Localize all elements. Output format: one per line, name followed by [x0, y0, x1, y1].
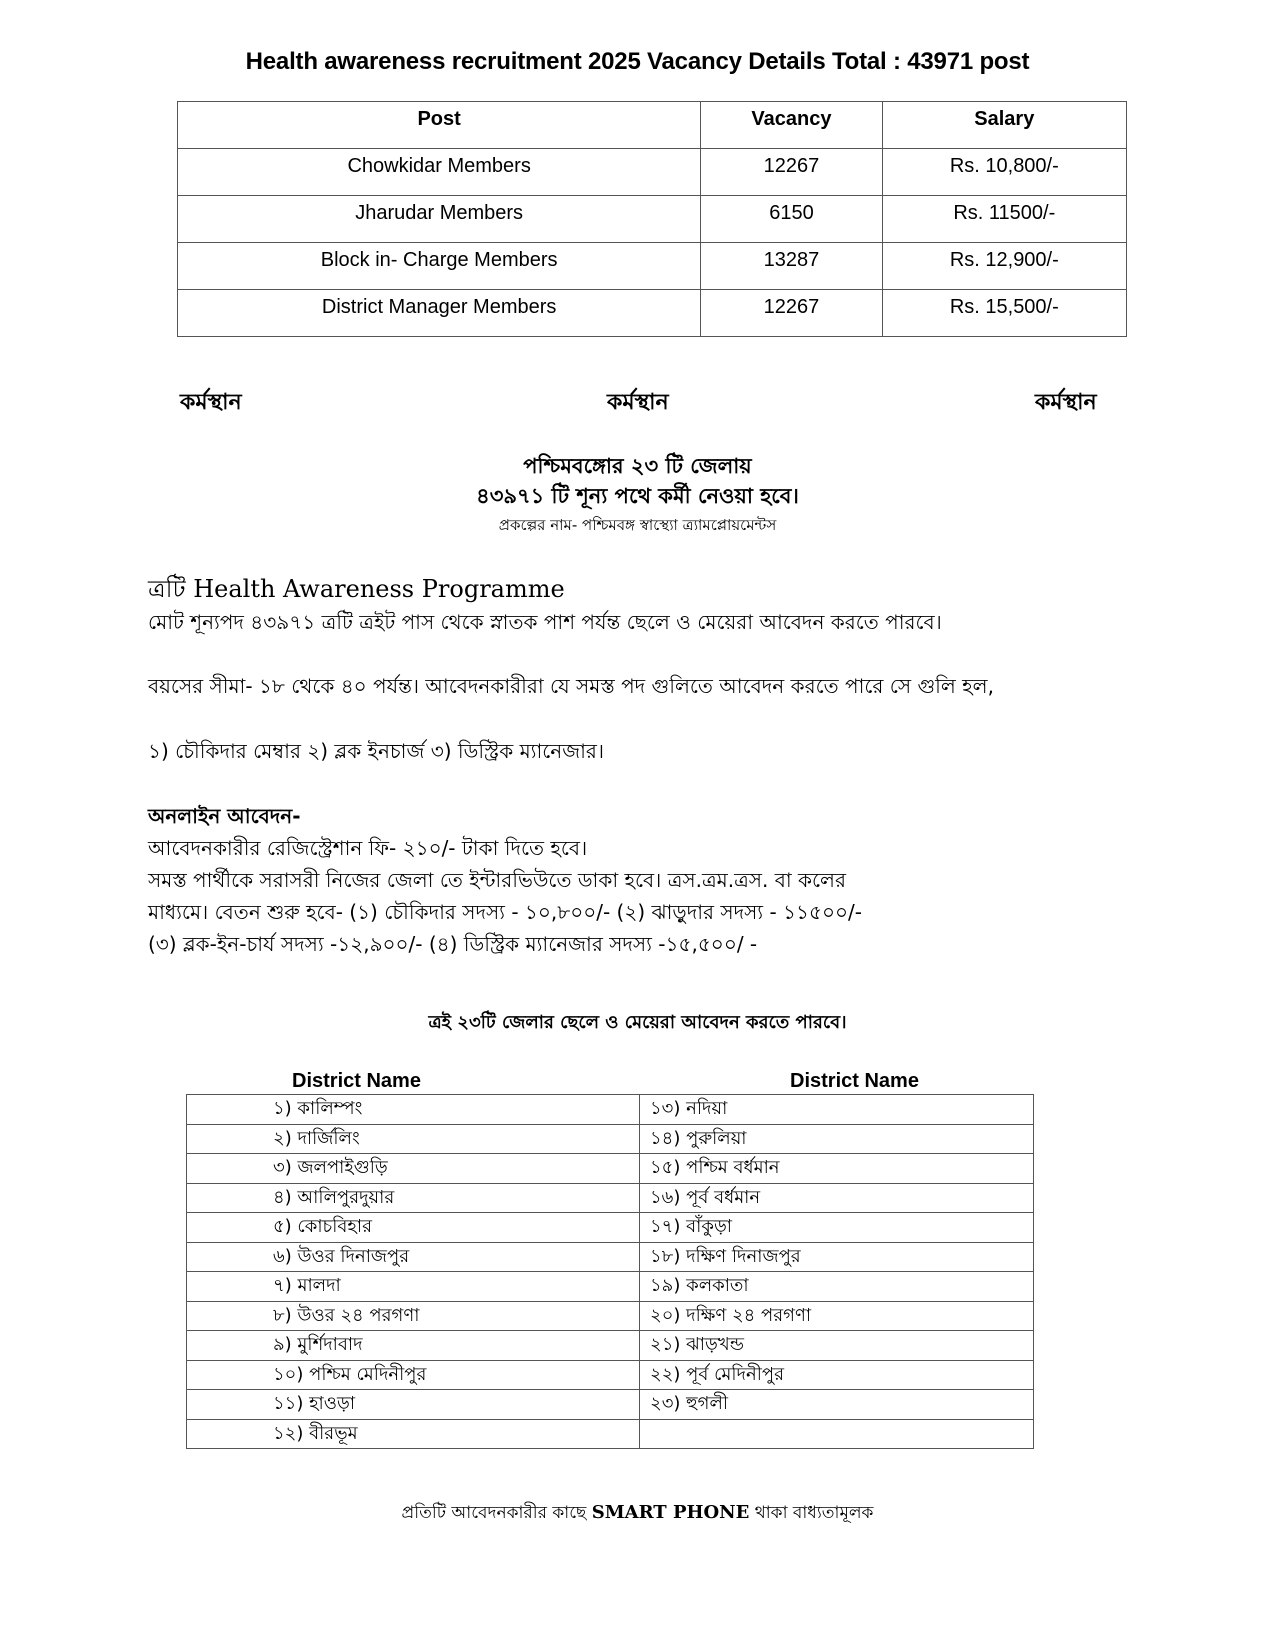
- registration-fee: আবেদনকারীর রেজিস্ট্রেশান ফি- ২১০/- টাকা দিতে হবে।: [148, 836, 588, 860]
- interview-salary-paragraph: [148, 864, 1148, 960]
- district-cell: ৭) মালদা: [187, 1272, 640, 1302]
- district-cell: ২২) পূর্ব মেদিনীপুর: [640, 1360, 1034, 1390]
- header-salary: Salary: [882, 102, 1126, 149]
- post-cell: Jharudar Members: [178, 196, 701, 243]
- workplace-labels: [0, 385, 1275, 425]
- table-row: [187, 1124, 1034, 1154]
- table-row: [178, 196, 1127, 243]
- footer-text-before: প্রতিটি আবেদনকারীর কাছে: [401, 1503, 592, 1523]
- workplace-label: কর্মস্থান: [1035, 390, 1097, 415]
- total-vacancy-paragraph: মোট শূন্যপদ ৪৩৯৭১ ত্রটি ত্রইট পাস থেকে স্নাতক পাশ পর্যন্ত ছেলে ও মেয়েরা আবেদন করতে পারবে।: [148, 610, 942, 634]
- district-cell: ১৫) পশ্চিম বর্ধমান: [640, 1154, 1034, 1184]
- district-cell: ১৬) পূর্ব বর্ধমান: [640, 1183, 1034, 1213]
- salary-cell: Rs. 11500/-: [882, 196, 1126, 243]
- online-application-heading: অনলাইন আবেদন-: [148, 804, 301, 828]
- district-cell: ৪) আলিপুরদুয়ার: [187, 1183, 640, 1213]
- district-cell: ১৯) কলকাতা: [640, 1272, 1034, 1302]
- table-row: [178, 290, 1127, 337]
- table-row: [187, 1183, 1034, 1213]
- table-row: [187, 1213, 1034, 1243]
- page-title: Health awareness recruitment 2025 Vacancy Details Total : 43971 post: [245, 48, 1030, 75]
- post-cell: Chowkidar Members: [178, 149, 701, 196]
- district-cell: ৫) কোচবিহার: [187, 1213, 640, 1243]
- footer-text-after: থাকা বাধ্যতামূলক: [749, 1503, 874, 1523]
- post-cell: District Manager Members: [178, 290, 701, 337]
- vacancy-cell: 12267: [701, 149, 882, 196]
- vacancy-cell: 12267: [701, 290, 882, 337]
- district-table: [186, 1094, 1034, 1449]
- smartphone-requirement: [0, 1500, 1275, 1528]
- district-cell: ১১) হাওড়া: [187, 1390, 640, 1420]
- table-row: [187, 1301, 1034, 1331]
- table-row: [187, 1331, 1034, 1361]
- vacancy-cell: 6150: [701, 196, 882, 243]
- project-name: প্রকল্পের নাম- পশ্চিমবঙ্গ স্বাস্থ্যো ত্র্যামপ্লোয়মেন্টস: [498, 516, 777, 534]
- district-cell: ১৩) নদিয়া: [640, 1095, 1034, 1125]
- footer-emphasis: SMART PHONE: [591, 1502, 750, 1523]
- district-cell: ২) দার্জিলিং: [187, 1124, 640, 1154]
- salary-cell: Rs. 10,800/-: [882, 149, 1126, 196]
- table-row: [187, 1242, 1034, 1272]
- table-row: [187, 1360, 1034, 1390]
- district-cell: ১) কালিম্পং: [187, 1095, 640, 1125]
- vacancy-table-header: [178, 102, 1127, 149]
- headline-line-1: পশ্চিমবঙ্গোর ২৩ টি জেলায়: [523, 454, 752, 478]
- district-cell: ২০) দক্ষিণ ২৪ পরগণা: [640, 1301, 1034, 1331]
- interview-line: সমস্ত পার্থীকে সরাসরী নিজের জেলা তে ইন্টারভিউতে ডাকা হবে। ত্রস.ত্রম.ত্রস. বা কলের: [148, 868, 846, 892]
- district-cell: ১৭) বাঁকুড়া: [640, 1213, 1034, 1243]
- vacancy-table: [177, 101, 1127, 337]
- table-row: [187, 1154, 1034, 1184]
- table-row: [178, 149, 1127, 196]
- headline-line-2: ৪৩৯৭১ টি শূন্য পথে কর্মী নেওয়া হবে।: [476, 484, 799, 508]
- table-row: [187, 1272, 1034, 1302]
- programme-heading: ত্রটি Health Awareness Programme: [148, 575, 565, 603]
- table-row: [187, 1419, 1034, 1449]
- table-row: [187, 1390, 1034, 1420]
- district-cell: ২১) ঝাড়খন্ড: [640, 1331, 1034, 1361]
- posts-list: ১) চৌকিদার মেম্বার ২) ব্লক ইনচার্জ ৩) ডিস্ট্রিক ম্যানেজার।: [148, 739, 605, 763]
- table-row: [187, 1095, 1034, 1125]
- district-header-right: District Name: [790, 1070, 919, 1092]
- table-row: [178, 243, 1127, 290]
- district-cell: ২৩) হুগলী: [640, 1390, 1034, 1420]
- districts-note: ত্রই ২৩টি জেলার ছেলে ও মেয়েরা আবেদন করতে পারবে।: [428, 1012, 847, 1033]
- district-cell: ৩) জলপাইগুড়ি: [187, 1154, 640, 1184]
- district-cell: ১৪) পুরুলিয়া: [640, 1124, 1034, 1154]
- salary-cell: Rs. 12,900/-: [882, 243, 1126, 290]
- district-header-left: District Name: [292, 1070, 421, 1092]
- age-limit-paragraph: বয়সের সীমা- ১৮ থেকে ৪০ পর্যন্ত। আবেদনকারীরা যে সমস্ত পদ গুলিতে আবেদন করতে পারে সে গুলি হল,: [148, 674, 994, 698]
- district-cell: ৮) উওর ২৪ পরগণা: [187, 1301, 640, 1331]
- workplace-label: কর্মস্থান: [607, 390, 669, 415]
- header-post: Post: [178, 102, 701, 149]
- salary-line: মাধ্যমে। বেতন শুরু হবে- (১) চৌকিদার সদস্য - ১০,৮০০/- (২) ঝাড়ুদার সদস্য - ১১৫০০/-: [148, 900, 862, 924]
- workplace-label: কর্মস্থান: [180, 390, 242, 415]
- header-vacancy: Vacancy: [701, 102, 882, 149]
- district-cell: ৬) উওর দিনাজপুর: [187, 1242, 640, 1272]
- post-cell: Block in- Charge Members: [178, 243, 701, 290]
- district-cell: [640, 1419, 1034, 1449]
- salary-line: (৩) ব্লক-ইন-চার্য সদস্য -১২,৯০০/- (৪) ডিস্ট্রিক ম্যানেজার সদস্য -১৫,৫০০/ -: [148, 932, 758, 956]
- district-cell: ১০) পশ্চিম মেদিনীপুর: [187, 1360, 640, 1390]
- district-cell: ৯) মুর্শিদাবাদ: [187, 1331, 640, 1361]
- district-cell: ১৮) দক্ষিণ দিনাজপুর: [640, 1242, 1034, 1272]
- vacancy-cell: 13287: [701, 243, 882, 290]
- district-cell: ১২) বীরভূম: [187, 1419, 640, 1449]
- salary-cell: Rs. 15,500/-: [882, 290, 1126, 337]
